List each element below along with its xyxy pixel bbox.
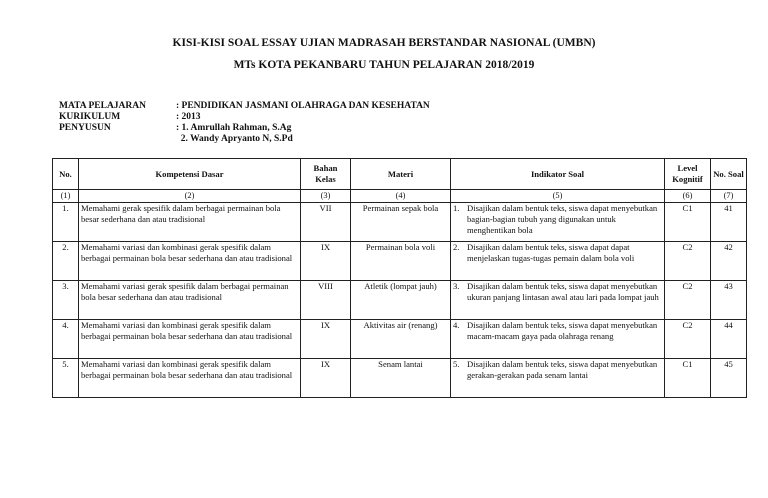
cell-no: 4.	[53, 320, 79, 359]
header-bahan-kelas: Bahan Kelas	[301, 159, 351, 190]
table-row	[53, 242, 747, 281]
cell-kelas: IX	[301, 359, 351, 398]
cell-no-soal: 42	[711, 242, 747, 281]
cell-no: 1.	[53, 203, 79, 242]
indikator-number: 1.	[453, 203, 460, 213]
header-materi: Materi	[351, 159, 451, 190]
table-row	[53, 359, 747, 398]
column-number: (4)	[351, 190, 451, 203]
cell-level: C1	[665, 203, 711, 242]
header-no-soal: No. Soal	[711, 159, 747, 190]
indikator-number: 5.	[453, 359, 460, 369]
cell-no-soal: 41	[711, 203, 747, 242]
table-row	[53, 281, 747, 320]
cell-no-soal: 45	[711, 359, 747, 398]
meta-label	[59, 134, 176, 145]
cell-materi: Permainan sepak bola	[351, 203, 451, 242]
document-subtitle: MTs KOTA PEKANBARU TAHUN PELAJARAN 2018/2019	[233, 59, 535, 71]
cell-kompetensi-dasar: Memahami variasi dan kombinasi gerak spesifik dalam berbagai permainan bola besar sederhana dan atau tradisional	[79, 242, 301, 281]
meta-label: MATA PELAJARAN	[59, 101, 146, 111]
kisi-kisi-table	[52, 158, 747, 398]
meta-value: 2. Wandy Apryanto N, S.Pd	[176, 134, 293, 144]
indikator-text: Disajikan dalam bentuk teks, siswa dapat menyebutkan macam-macam gaya pada olahraga renang	[467, 320, 658, 341]
column-number: (2)	[79, 190, 301, 203]
meta-label: PENYUSUN	[59, 123, 111, 133]
cell-indikator	[451, 203, 665, 242]
header-indikator-soal: Indikator Soal	[451, 159, 665, 190]
cell-materi: Atletik (lompat jauh)	[351, 281, 451, 320]
cell-materi: Permainan bola voli	[351, 242, 451, 281]
meta-value: : PENDIDIKAN JASMANI OLAHRAGA DAN KESEHATAN	[176, 101, 430, 111]
cell-materi: Senam lantai	[351, 359, 451, 398]
column-number: (5)	[451, 190, 665, 203]
cell-no: 2.	[53, 242, 79, 281]
cell-kelas: VIII	[301, 281, 351, 320]
meta-value: : 2013	[176, 112, 201, 122]
indikator-text: Disajikan dalam bentuk teks, siswa dapat menyebutkan bagian-bagian tubuh yang digunakan untuk menghentikan bola	[467, 203, 658, 235]
column-number: (7)	[711, 190, 747, 203]
cell-kelas: VII	[301, 203, 351, 242]
cell-no: 3.	[53, 281, 79, 320]
meta-block	[59, 101, 430, 145]
column-number: (1)	[53, 190, 79, 203]
cell-kelas: IX	[301, 242, 351, 281]
meta-row	[59, 101, 430, 112]
meta-row	[59, 134, 430, 145]
table-header-row	[53, 159, 747, 190]
header-kompetensi-dasar: Kompetensi Dasar	[79, 159, 301, 190]
cell-kompetensi-dasar: Memahami variasi dan kombinasi gerak spesifik dalam berbagai permainan bola besar sederhana dan atau tradisional	[79, 359, 301, 398]
indikator-number: 3.	[453, 281, 460, 291]
table-row	[53, 203, 747, 242]
document-title: KISI-KISI SOAL ESSAY UJIAN MADRASAH BERSTANDAR NASIONAL (UMBN)	[172, 37, 596, 49]
indikator-number: 4.	[453, 320, 460, 330]
cell-kompetensi-dasar: Memahami variasi gerak spesifik dalam berbagai permainan bola besar sederhana dan atau tradisional	[79, 281, 301, 320]
indikator-text: Disajikan dalam bentuk teks, siswa dapat menyebutkan ukuran panjang lintasan awal atau lari pada lompat jauh	[467, 281, 659, 302]
table-row	[53, 320, 747, 359]
cell-no-soal: 44	[711, 320, 747, 359]
meta-row	[59, 123, 430, 134]
column-number-row	[53, 190, 747, 203]
column-number: (3)	[301, 190, 351, 203]
cell-kompetensi-dasar: Memahami gerak spesifik dalam berbagai permainan bola besar sederhana dan atau tradisional	[79, 203, 301, 242]
cell-indikator	[451, 320, 665, 359]
cell-level: C2	[665, 281, 711, 320]
header-level-kognitif: Level Kognitif	[665, 159, 711, 190]
cell-no-soal: 43	[711, 281, 747, 320]
meta-label: KURIKULUM	[59, 112, 121, 122]
meta-value: : 1. Amrullah Rahman, S.Ag	[176, 123, 292, 133]
cell-indikator	[451, 281, 665, 320]
cell-level: C2	[665, 320, 711, 359]
cell-level: C1	[665, 359, 711, 398]
column-number: (6)	[665, 190, 711, 203]
cell-kelas: IX	[301, 320, 351, 359]
cell-indikator	[451, 359, 665, 398]
indikator-text: Disajikan dalam bentuk teks, siswa dapat menyebutkan gerakan-gerakan pada senam lantai	[467, 359, 658, 380]
cell-level: C2	[665, 242, 711, 281]
cell-indikator	[451, 242, 665, 281]
cell-materi: Aktivitas air (renang)	[351, 320, 451, 359]
cell-no: 5.	[53, 359, 79, 398]
cell-kompetensi-dasar: Memahami variasi dan kombinasi gerak spesifik dalam berbagai permainan bola besar sederhana dan atau tradisional	[79, 320, 301, 359]
indikator-text: Disajikan dalam bentuk teks, siswa dapat dapat menjelaskan tugas-tugas pemain dalam bola voli	[467, 242, 635, 263]
meta-row	[59, 112, 430, 123]
indikator-number: 2.	[453, 242, 460, 252]
header-no: No.	[53, 159, 79, 190]
